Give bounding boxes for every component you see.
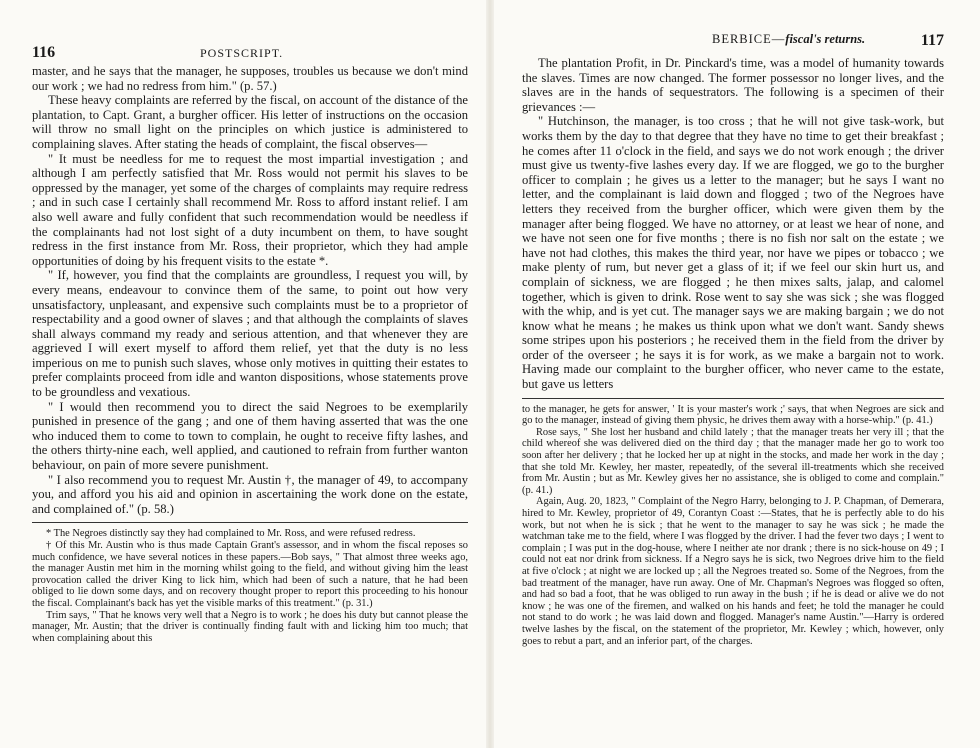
footnote: * The Negroes distinctly say they had complained to Mr. Ross, and were refused redress. <box>46 528 416 540</box>
right-paragraph: The plantation Profit, in Dr. Pinckard's time, was a model of humanity towards the slaves. Times are now changed. The former possessor no longer lives, and the slaves are in the hands of sequestrators. The following is a specimen of their grievances :— <box>522 56 944 114</box>
left-paragraph: " I would then recommend you to direct the said Negroes to be exemplarily punished in presence of the gang ; and one of them having asserted that was the one who induced them to come to town to complain, he ought to receive fifty lashes, and the others thirty-nine each, well applied, and cautioned to refrain from further wanton behaviour, on pain of more severe punishment. <box>32 399 468 473</box>
left-page-number: 116 <box>32 44 56 61</box>
left-paragraph: " If, however, you find that the complaints are groundless, I request you will, by every means, endeavour to convince them of the same, to point out how very unsatisfactory, unpleasant, and expensive such complaints must be to a proprietor of respectability and a good owner of slaves ; and that although the complaints of slaves shall always command my ready and serious attention, and that whenever they are aggrieved I will exert myself to afford them relief, yet that the duty is no less imperious on me to punish such slaves, whose only motives in quitting their estates to prefer complaints proceed from idle and wanton dispositions, whose statements prove to be groundless and vexatious. <box>32 268 468 400</box>
left-paragraph: master, and he says that the manager, he supposes, troubles us because we don't mind our work ; we had no redress from him." (p. 57.) <box>32 64 468 93</box>
left-running-title: POSTSCRIPT. <box>200 46 284 60</box>
left-running-head <box>32 46 468 64</box>
footnote: † Of this Mr. Austin who is thus made Captain Grant's assessor, and in whom the fiscal reposes so much confidence, we have several notices in these papers.—Bob says, " That almost three weeks ago, the manager Austin met him in the morning whilst going to the field, and without giving him the least provocation called the driver King to lick him, which had been of such a nature, that he had been obliged to lie down some days, and on recovery thought proper to report this proceeding to his honour the fiscal. Complainant's back has yet the visible marks of this treatment." (p. 31.) <box>32 540 468 609</box>
left-paragraph: " I also recommend you to request Mr. Austin †, the manager of 49, to accompany you, and afford you his aid and opinion in ascertaining the work done on the estate, and complained of." (p. 58.) <box>32 472 468 516</box>
note: Again, Aug. 20, 1823, " Complaint of the Negro Harry, belonging to J. P. Chapman, of Demerara, hired to Mr. Kewley, proprietor of 49, Corantyn Coast :—States, that he is perfectly able to do his work, but not when he is sick ; that he went to the manager to say he was sick ; he made the watchman take me to the field, where I was flogged by the driver. I had the fever two days ; I went to complain ; I was put in the dog-house, where I neither ate nor drank ; there is no sick-house on 49 ; I could not eat nor drink from sickness. If a Negro says he is sick, two Negroes drive him to the field at five o'clock ; at night we are locked up ; all the Negroes treated so. Some of the Negroes, from the bad treatment of the manager, have run away. One of Mr. Chapman's Negroes was flogged so often, and had so bad a foot, that he was obliged to run away in the bush ; if he is dead or alive we do not know ; he was one of the firemen, and walked on his hands and feet; he told the manager he could not stand to do work ; he was laid down and flogged. Manager's name Austin."—Harry is ordered twelve lashes by the fiscal, on the statement of the proprietor, Mr. Kewley ; which, however, only goes to rebut a part, and an inferior part, of the charges. <box>522 496 944 647</box>
running-title-italic: fiscal's returns. <box>785 32 866 46</box>
right-page-number: 117 <box>920 32 944 49</box>
footnote: Trim says, " That he knows very well that a Negro is to work ; he does his duty but cannot please the manager, Mr. Austin; that the driver is continually finding fault with and licking him too much; that when complaining about this <box>32 609 468 644</box>
right-page <box>490 0 980 748</box>
running-title-prefix: BERBICE— <box>712 32 786 46</box>
notes-rule <box>522 398 944 399</box>
right-running-title <box>712 32 865 47</box>
right-paragraph: " Hutchinson, the manager, is too cross ; that he will not give task-work, but works them by the day to that degree that they have no time to get their breakfast ; he comes after 11 o'clock in the field, and says we do not work enough ; the driver must give us twenty-five lashes every day. If we are flogged, we go to the burgher officer to complain ; he gives us a letter to the manager; but he says I want no letter, and the complainant is laid down and flogged ; two of the Negroes have letters they received from the burgher officer, which were given them by the manager after being flogged. We have no attorney, or at least we hear of none, and we have not seen one for five months ; there is no fish nor salt on the estate ; we have not had clothes, this makes the third year, nor have we pipes or tobacco ; we make plenty of rum, but never get a glass of it; if we feel our skin hurt us, and complain of sickness, we are flogged ; he then mixes salts, jalap, and calomel together, which is given to drink. Rose went to say she was sick ; she was flogged with the whip, and is yet cut. The manager says we are making bargain ; we do not know what he means ; he makes us think upon what we don't want. Sandy shews some stripes upon his posteriors ; he received them in the field from the driver by order of the overseer ; he says it is for work, as we make a bargain not to work. Having made our complaint to the burgher officer, who never came to the estate, but gave us letters <box>522 114 944 392</box>
footnote-rule <box>32 522 468 523</box>
left-paragraph: These heavy complaints are referred by the fiscal, on account of the distance of the plantation, to Capt. Grant, a burgher officer. His letter of instructions on the occasion will throw no small light on the principles on which justice is administered to complaining slaves. After stating the heads of complaint, the fiscal observes— <box>32 93 468 151</box>
left-paragraph: " It must be needless for me to request the most impartial investigation ; and although I am perfectly satisfied that Mr. Ross would not permit his slaves to be oppressed by the manager, yet some of the charges of complaints may require redress ; and in such case I certainly shall recommend Mr. Ross to afford instant relief. I am also well aware and fully confident that such recommendation would be needless if the complainants had not lost sight of a duty incumbent on them, to have sought redress in the first instance from Mr. Ross, their proprietor, which they had ample opportunities of doing by his frequent visits to the estate *. <box>32 151 468 268</box>
right-notes <box>522 404 944 647</box>
note: Rose says, " She lost her husband and child lately ; that the manager treats her very ill ; that the child whereof she was delivered died on the third day ; that the manager made her go to work too soon after her delivery ; that he locked her up at night in the stocks, and made her work in the day ; that she told Mr. Kewley, her master, repeatedly, of the several ill-treatments which she received from Mr. Austin ; but as Mr. Kewley gives her no assistance, she is obliged to come and complain." (p. 41.) <box>522 426 944 496</box>
right-running-head <box>522 34 944 52</box>
left-footnotes <box>32 528 468 644</box>
left-body-text <box>32 64 468 516</box>
right-body-text <box>522 56 944 392</box>
note: to the manager, he gets for answer, ' It is your master's work ;' says, that when Negroes are sick and go to the manager, instead of giving them physic, he drives them away with a horse-whip." (p. 41.) <box>522 403 944 427</box>
